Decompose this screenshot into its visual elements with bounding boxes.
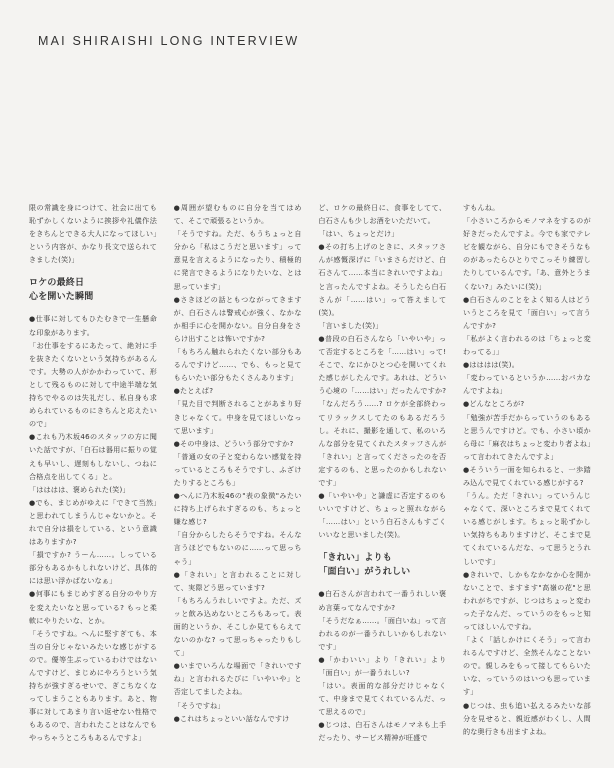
interview-paragraph: ●「いやいや」と謙虚に否定するのもいいですけど、ちょっと照れながら「……はい」という白石さんもすごくいいなと思いました(笑)。 bbox=[318, 491, 447, 540]
interview-paragraph: 「そうだなぁ……。「面白いね」って言われるのが一番うれしいかもしれないです」 bbox=[318, 615, 447, 651]
interview-paragraph: ●何事にもまじめすぎる自分のやり方を変えたいなと思っている? もっと柔軟にやりたいな、とか。 bbox=[29, 589, 157, 625]
interview-paragraph: 「うん。ただ「きれい」っていうんじゃなくて、深いところまで見てくれている感じがします。ちょっと恥ずかしい気持ちもありますけど、そこまで見てくれているんだな、って思うとうれしいです」 bbox=[462, 491, 591, 566]
interview-paragraph: 「なんだろう……? ロケが全部終わってリラックスしてたのもあるだろうし。それに、撮影を通して、私のいろんな部分を見てくれたスタッフさんが「きれい」と言ってくださったのを否定するのも、と思ったのかもしれないです」 bbox=[318, 399, 447, 487]
interview-paragraph: ●そういう一面を知られると、一歩踏み込んで見てくれている感じがする? bbox=[462, 464, 591, 487]
column-1 bbox=[29, 201, 157, 761]
interview-paragraph: ●その打ち上げのときに、スタッフさんが感慨深げに「いまさらだけど、白石さんて……本当にきれいですよね」と言ったんですよね。そうしたら白石さんが「……はい」って答えまして(笑)。 bbox=[318, 242, 447, 317]
interview-columns bbox=[29, 201, 591, 761]
interview-paragraph: 「もちろんうれしいですよ。ただ、ズッと飲み込めないところもあって。表面的というか、そこしか見てもらえてないのかな? って思っちゃったりもして」 bbox=[173, 595, 302, 658]
interview-paragraph: 「そうですね。へんに堅すぎても、本当の自分じゃないみたいな感じがするので。優等生ぶっているわけではないんですけど、まじめにやろうという気持ちが強すぎるせいで、ぎこちなくなってしまうこともあります。あと、物事に対してあまり言い返せない性格でもあるので、言われたことはなんでもやっちゃうところもあるんですよ」 bbox=[29, 628, 157, 743]
interview-paragraph: ●でも、まじめがゆえに「できて当然」と思われてしまうんじゃないかと。それで自分は損をしている、という意識はありますか? bbox=[29, 497, 157, 547]
interview-paragraph: ●これも乃木坂46のスタッフの方に聞いた話ですが、「白石は器用に振りの覚えも早いし、遅刻もしないし、つねに合格点を出してくる」と。 bbox=[29, 432, 157, 481]
interview-paragraph: ●その中身は、どういう部分ですか? bbox=[173, 438, 294, 448]
column-3 bbox=[318, 201, 446, 761]
interview-paragraph: ●いまでいろんな場面で「きれいですね」と言われるたびに「いやいや」と否定してましたよね。 bbox=[173, 661, 302, 697]
interview-paragraph: ●どんなところが? bbox=[462, 399, 525, 409]
interview-paragraph: ●普段の白石さんなら「いやいや」って否定するところを「……はい」って! そこで、なにかひとつ心を開いてくれた感じがしたんです。あれは、どういう心境の「……はい」だったんですか? bbox=[318, 333, 447, 396]
interview-paragraph: すもんね。 bbox=[462, 203, 500, 212]
interview-paragraph: 「そうですね。ただ、もうちょっと自分から「私はこうだと思います」って意見を言えるようになったり、積極的に発言できるようになりたいな、とは思っています」 bbox=[173, 229, 302, 291]
interview-paragraph: 「普通の女の子と変わらない感覚を持っているところもそうですし、ふざけたりするところも」 bbox=[173, 451, 302, 487]
section-heading: 「きれい」よりも 「面白い」がうれしい bbox=[318, 553, 411, 578]
column-2 bbox=[174, 201, 302, 761]
column-4 bbox=[463, 201, 591, 761]
interview-paragraph: 「もちろん触れられたくない部分もあるんですけど……、でも、もっと見てもらいたい部分もたくさんあります」 bbox=[173, 347, 302, 383]
interview-paragraph: ●白石さんが言われて一番うれしい褒め言葉ってなんですか? bbox=[318, 589, 447, 612]
interview-paragraph: ●仕事に対してもひたむきで一生懸命な印象があります。 bbox=[29, 314, 157, 337]
interview-paragraph: 「はははは、褒められた(笑)」 bbox=[29, 484, 130, 494]
interview-paragraph: ●周囲が望むものに自分を当てはめて、そこで頑張るというか。 bbox=[173, 203, 302, 226]
interview-paragraph: 「変わっているというか……おバカなんですよね」 bbox=[462, 373, 591, 396]
interview-paragraph: 「損ですか? うーん……。しっている部分もあるかもしれないけど、具体的には思い浮かばないなぁ」 bbox=[29, 550, 157, 586]
interview-paragraph: 「勉強が苦手だからっていうのもあると思うんですけど。でも、小さい頃から母に「麻衣はちょっと変わり者よね」って言われてきたんですよ」 bbox=[462, 412, 591, 461]
interview-paragraph: 「小さいころからモノマネをするのが好きだったんですよ。今でも家でテレビを観ながら、自分にもできそうなものがあったらひとりでこっそり練習したりしているんです。「あ、意外とうまくない?」みたいに(笑)」 bbox=[462, 216, 591, 291]
interview-paragraph: ●「きれい」と言われることに対して、実際どう思っています? bbox=[173, 569, 302, 592]
interview-paragraph: 「はい、ちょっとだけ」 bbox=[318, 229, 399, 239]
interview-paragraph: ●はははは(笑)。 bbox=[462, 360, 520, 370]
interview-paragraph: ●たとえば? bbox=[173, 386, 214, 396]
interview-paragraph: ●じつは、白石さんはモノマネも上手だったり、サービス精神が旺盛で bbox=[318, 720, 447, 743]
section-heading: ロケの最終日 心を開いた瞬間 bbox=[29, 278, 94, 303]
interview-paragraph: 「お仕事をするにあたって、絶対に手を抜きたくないという気持ちがあるんです。大勢の人がかかわっていて、形として残るものに対して中途半端な気持ちでやるのは失礼だし、私自身も求められているものにきちんと応えたいので」 bbox=[29, 340, 157, 429]
interview-paragraph: ●これはちょっといい話なんですけ bbox=[173, 713, 290, 723]
interview-paragraph: ど、ロケの最終日に、食事をしてて、白石さんも少しお酒をいただいて。 bbox=[318, 203, 447, 226]
page-header-title: MAI SHIRAISHI LONG INTERVIEW bbox=[38, 34, 300, 48]
interview-paragraph: 限の常識を身につけて、社会に出ても恥ずかしくないように挨拶や礼儀作法をきちんとできる大人になってほしい」という内容が、かなり長文で送られてきました(笑)」 bbox=[29, 203, 157, 265]
interview-paragraph: ●白石さんのことをよく知る人はどういうところを見て「面白い」って言うんですか? bbox=[462, 294, 591, 330]
interview-paragraph: 「私がよく言われるのは「ちょっと変わってる」」 bbox=[462, 333, 591, 357]
interview-paragraph: ●きれいで、しかもなかなか心を開かないことで、ますます"高嶺の花"と思われがちですが、じつはちょっと変わった子なんだ、っていうのをもっと知ってほしいんですね。 bbox=[462, 569, 591, 631]
interview-paragraph: 「はい。表面的な部分だけじゃなくて、中身まで見てくれているんだ、って思えるので」 bbox=[318, 681, 447, 717]
interview-paragraph: 「よく「話しかけにくそう」って言われるんですけど、全然そんなことないので。親しみをもって接してもらいたいな、っていうのはいつも思っています」 bbox=[462, 635, 591, 697]
interview-paragraph: 「そうですね」 bbox=[173, 700, 225, 710]
interview-paragraph: 「見た目で判断されることがあまり好きじゃなくて。中身を見てほしいなって思います」 bbox=[173, 399, 302, 435]
interview-paragraph: ●へんに乃木坂46の"表の象徴"みたいに持ち上げられすぎるのも、ちょっと嫌な感じ? bbox=[173, 491, 302, 527]
interview-paragraph: ●さきほどの話ともつながってきますが、白石さんは警戒心が強く、なかなか相手に心を開かない。自分自身をさらけ出すことは怖いですか? bbox=[173, 294, 302, 343]
interview-paragraph: ●「かわいい」より「きれい」より「面白い」が一番うれしい? bbox=[318, 654, 447, 677]
interview-paragraph: 「自分からしたらそうですね。そんな言うほどでもないのに……って思っちゃう」 bbox=[173, 530, 302, 566]
interview-paragraph: 「言いました(笑)」 bbox=[318, 320, 383, 330]
interview-paragraph: ●じつは、虫も追い払えるみたいな部分を見せると、親近感がわくし、人間的な奥行きも出ますよね。 bbox=[462, 700, 591, 736]
